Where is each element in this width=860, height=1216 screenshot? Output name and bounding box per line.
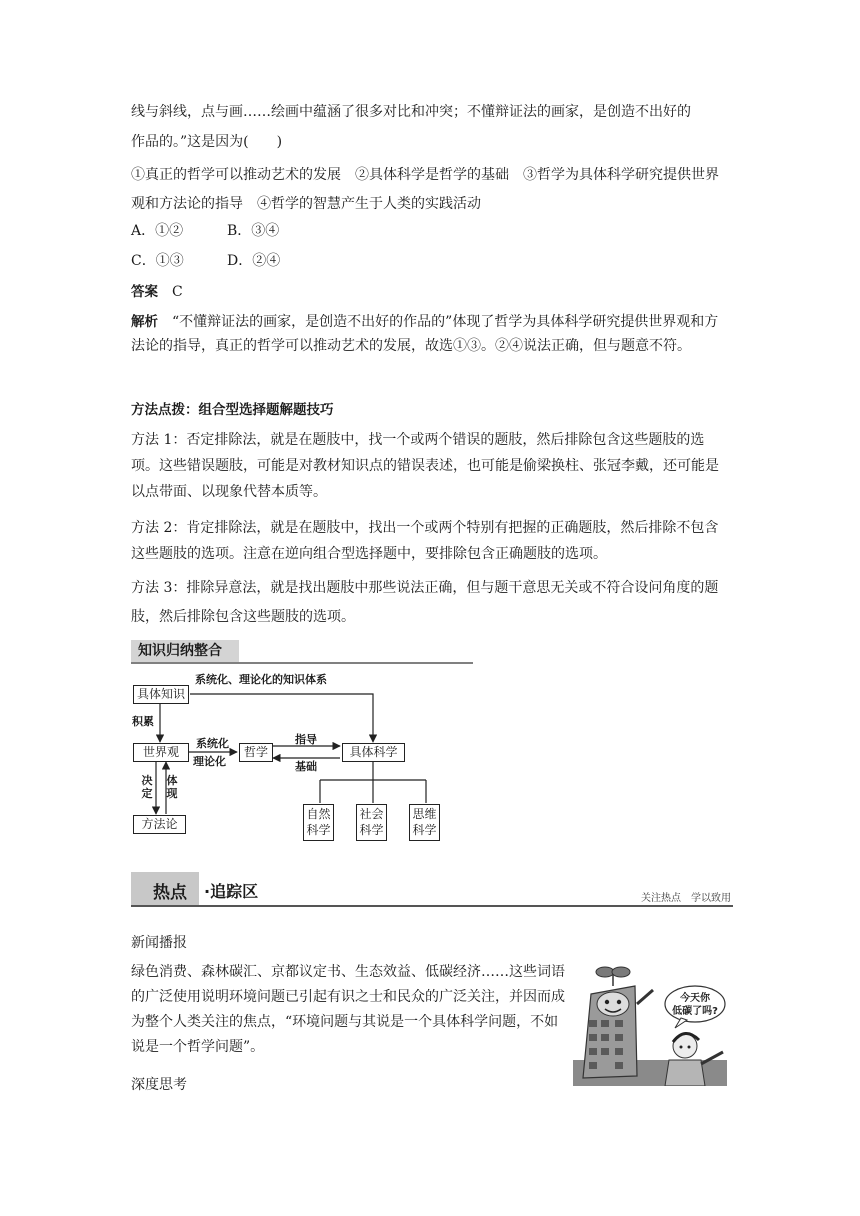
- news-label: 新闻播报: [131, 935, 187, 951]
- node-specific-knowledge: 具体知识: [133, 685, 189, 704]
- node-natural-science: 自然科学: [303, 804, 334, 841]
- method-3: 方法 3：排除异意法，就是找出题肢中那些说法正确，但与题干意思无关或不符合设问角度的题肢，然后排除包含这些题肢的选项。: [131, 580, 719, 625]
- node-philosophy: 哲学: [239, 743, 273, 762]
- arrow-knowledge-to-science: [190, 694, 373, 742]
- label-basis: 基础: [295, 760, 317, 773]
- think-label: 深度思考: [131, 1077, 187, 1093]
- branch-sciences: [320, 762, 426, 803]
- knowledge-heading-text: 知识归纳整合: [138, 643, 222, 659]
- option-b[interactable]: B．③④: [227, 223, 280, 239]
- option-c[interactable]: C．①③: [131, 253, 184, 269]
- label-guide: 指导: [295, 733, 317, 746]
- question-line-2: 作品的。”这是因为( ): [131, 134, 283, 150]
- cartoon-caption-line-1: 今天你: [680, 993, 710, 1004]
- node-methodology: 方法论: [133, 815, 186, 834]
- option-d[interactable]: D．②④: [227, 253, 281, 269]
- label-embody: 体现: [166, 774, 178, 800]
- hotspot-tagline: 关注热点 学以致用: [641, 893, 731, 904]
- label-systematize: 系统化: [196, 737, 229, 750]
- hotspot-header: [131, 872, 733, 908]
- hotspot-title: 热点: [153, 883, 187, 903]
- label-accumulate: 积累: [132, 715, 154, 728]
- question-line-1: 线与斜线，点与画……绘画中蕴涵了很多对比和冲突；不懂辩证法的画家，是创造不出好的: [131, 104, 691, 120]
- method-2: 方法 2：肯定排除法，就是在题肢中，找出一个或两个特别有把握的正确题肢，然后排除不包含这些题肢的选项。注意在逆向组合型选择题中，要排除包含正确题肢的选项。: [131, 520, 719, 562]
- question-statements: ①真正的哲学可以推动艺术的发展 ②具体科学是哲学的基础 ③哲学为具体科学研究提供世界观和方法论的指导 ④哲学的智慧产生于人类的实践活动: [131, 167, 719, 212]
- method-1: 方法 1：否定排除法，就是在题肢中，找一个或两个错误的题肢，然后排除包含这些题肢的选项。这些错误题肢，可能是对教材知识点的错误表述，也可能是偷梁换柱、张冠李戴，还可能是以点带面、以现象代替本质等。: [131, 432, 719, 500]
- method-title: 方法点拨：组合型选择题解题技巧: [131, 402, 334, 418]
- node-specific-science: 具体科学: [342, 743, 405, 762]
- analysis-label: 解析: [131, 314, 158, 330]
- node-thinking-science: 思维科学: [409, 804, 440, 841]
- label-determine: 决定: [141, 774, 153, 800]
- analysis-text: “不懂辩证法的画家，是创造不出好的作品的”体现了哲学为具体科学研究提供世界观和方法论的指导，真正的哲学可以推动艺术的发展，故选①③。②④说法正确，但与题意不符。: [131, 314, 719, 354]
- low-carbon-cartoon: [573, 964, 727, 1086]
- node-social-science: 社会科学: [356, 804, 387, 841]
- cartoon-illustration: [573, 964, 727, 1086]
- node-worldview: 世界观: [133, 743, 189, 762]
- answer-value: C: [172, 284, 183, 300]
- cartoon-caption-line-2: 低碳了吗?: [672, 1006, 718, 1017]
- label-system-body: 系统化、理论化的知识体系: [195, 673, 327, 686]
- answer-label: 答案: [131, 284, 158, 300]
- hotspot-rule: [131, 905, 733, 907]
- label-theorize: 理论化: [193, 755, 226, 768]
- option-a[interactable]: A．①②: [131, 223, 184, 239]
- hotspot-subtitle: ·追踪区: [204, 882, 259, 901]
- news-text: 绿色消费、森林碳汇、京都议定书、生态效益、低碳经济……这些词语的广泛使用说明环境问题已引起有识之士和民众的广泛关注，并因而成为整个人类关注的焦点，“环境问题与其说是一个具体科学问题，不如说是一个哲学问题”。: [131, 964, 565, 1055]
